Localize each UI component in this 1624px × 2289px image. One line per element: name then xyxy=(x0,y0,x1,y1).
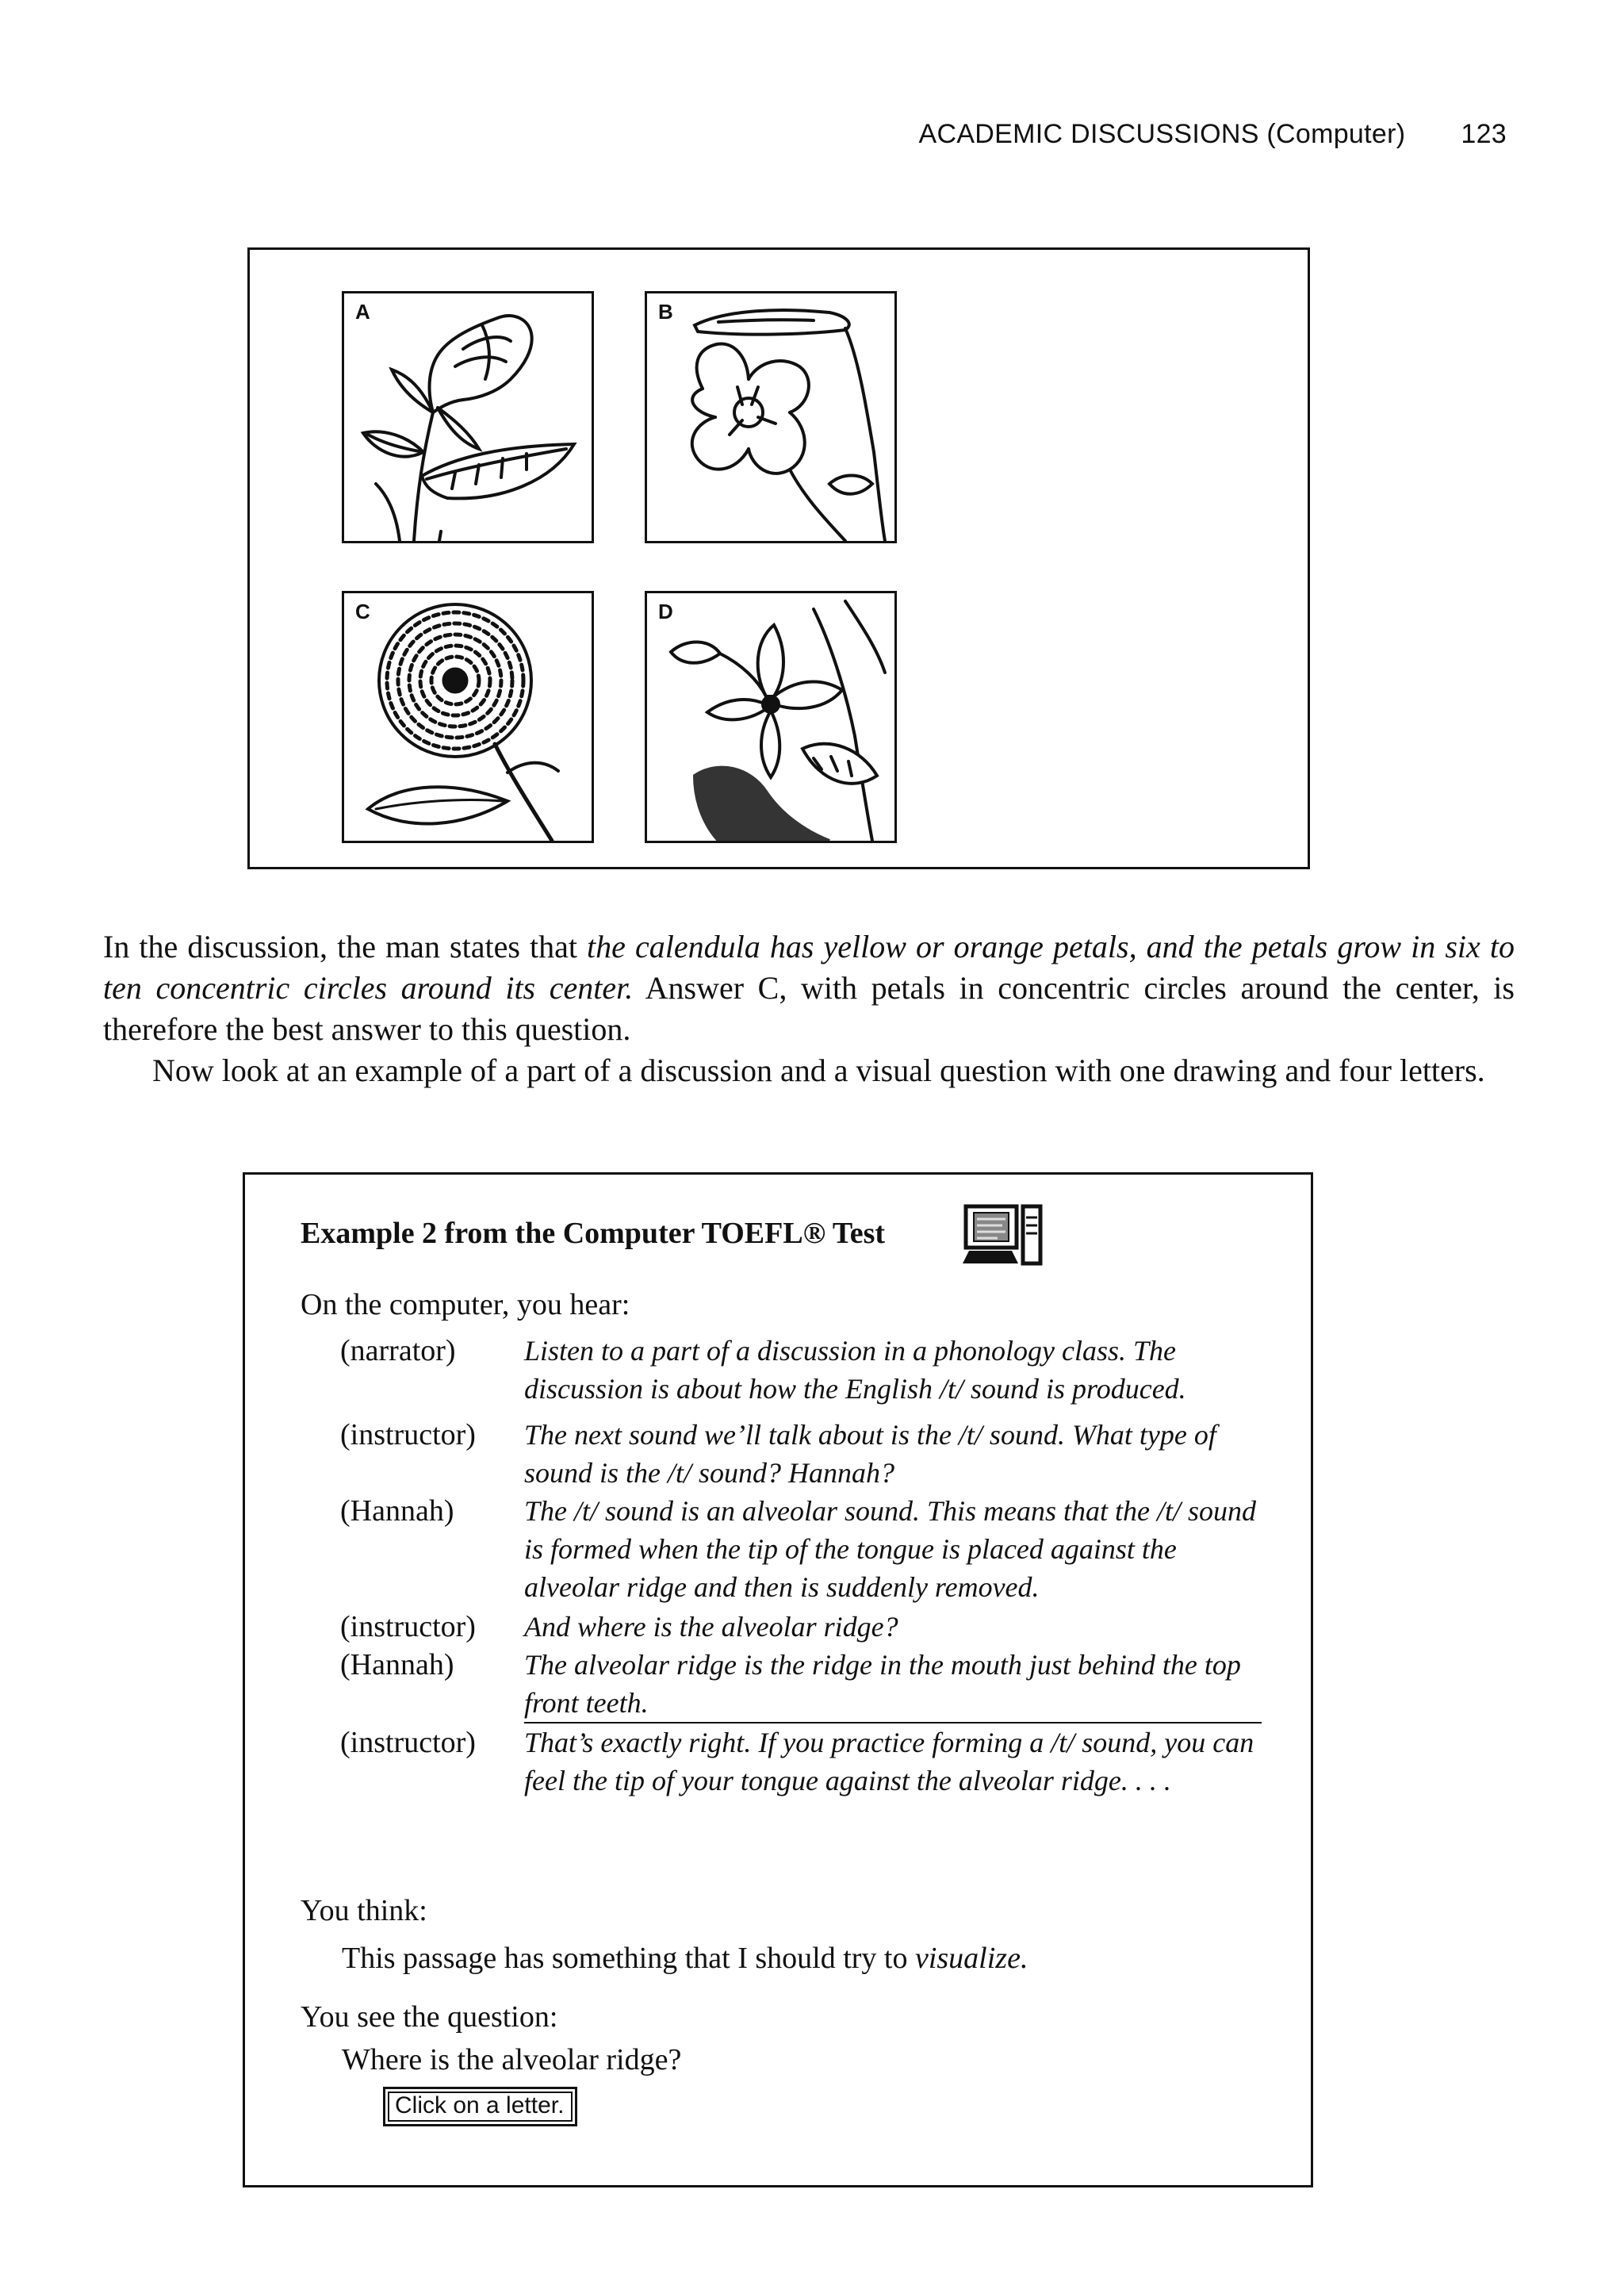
click-on-letter-prompt: Click on a letter. xyxy=(383,2087,577,2126)
panel-c[interactable] xyxy=(342,591,594,843)
question-text: Where is the alveolar ridge? xyxy=(342,2043,682,2076)
para1-italic-quote: the calendula has yellow or orange petals, and the petals grow in six to ten concentric circles around its center. xyxy=(103,929,1515,1006)
section-title: ACADEMIC DISCUSSIONS (Computer) xyxy=(918,119,1406,149)
speaker-label: (instructor) xyxy=(340,1726,476,1759)
think-label: You think: xyxy=(301,1894,427,1927)
para1-tail: Answer C, with petals in concentric circles around the center, is therefore the best answer to this question. xyxy=(103,970,1515,1047)
speaker-label: (instructor) xyxy=(340,1610,476,1643)
explanation-paragraph xyxy=(103,926,1515,1050)
think-text xyxy=(342,1941,1028,1976)
transition-paragraph xyxy=(103,1050,1515,1091)
flower-figure xyxy=(247,247,1310,869)
think-text-lead: This passage has something that I should try to xyxy=(342,1942,915,1975)
speaker-label: (Hannah) xyxy=(340,1494,454,1528)
example-title: Example 2 from the Computer TOEFL® Test xyxy=(301,1217,886,1250)
hear-label: On the computer, you hear: xyxy=(301,1288,630,1321)
rose-drawing-icon xyxy=(344,293,592,541)
page-number: 123 xyxy=(1461,119,1507,149)
para2-text: Now look at an example of a part of a discussion and a visual question with one drawing and four letters. xyxy=(152,1052,1485,1088)
orchid-drawing-icon xyxy=(647,593,894,841)
speech-text-underlined: The alveolar ridge is the ridge in the mouth just behind the top front teeth. xyxy=(524,1646,1262,1723)
running-head xyxy=(919,119,1507,150)
computer-icon xyxy=(963,1202,1045,1270)
calendula-drawing-icon xyxy=(344,593,592,841)
para1-lead: In the discussion, the man states that xyxy=(103,929,588,964)
panel-b[interactable] xyxy=(645,291,897,543)
see-question-label: You see the question: xyxy=(301,2000,558,2034)
lily-drawing-icon xyxy=(647,293,894,541)
speech-text: The /t/ sound is an alveolar sound. This means that the /t/ sound is formed when the tip of the tongue is placed against the alveolar ridge and then is suddenly removed. xyxy=(524,1495,1257,1603)
speech-text: Listen to a part of a discussion in a phonology class. The discussion is about how the English /t/ sound is produced. xyxy=(524,1335,1186,1405)
panel-letter: C xyxy=(355,600,370,623)
panel-letter: A xyxy=(355,300,370,324)
panel-a[interactable] xyxy=(342,291,594,543)
speech-text: And where is the alveolar ridge? xyxy=(524,1611,898,1643)
panel-d[interactable] xyxy=(645,591,897,843)
speech-text: That’s exactly right. If you practice forming a /t/ sound, you can feel the tip of your tongue against the alveolar ridge. . . . xyxy=(524,1727,1254,1796)
speaker-label: (instructor) xyxy=(340,1418,476,1451)
example-box xyxy=(243,1172,1313,2187)
panel-letter: B xyxy=(658,300,673,324)
think-text-italic: visualize. xyxy=(914,1942,1028,1975)
speech-text: The next sound we’ll talk about is the /t/ sound. What type of sound is the /t/ sound? Hannah? xyxy=(524,1419,1216,1489)
panel-letter: D xyxy=(658,600,673,623)
speaker-label: (narrator) xyxy=(340,1334,456,1367)
speaker-label: (Hannah) xyxy=(340,1648,454,1681)
